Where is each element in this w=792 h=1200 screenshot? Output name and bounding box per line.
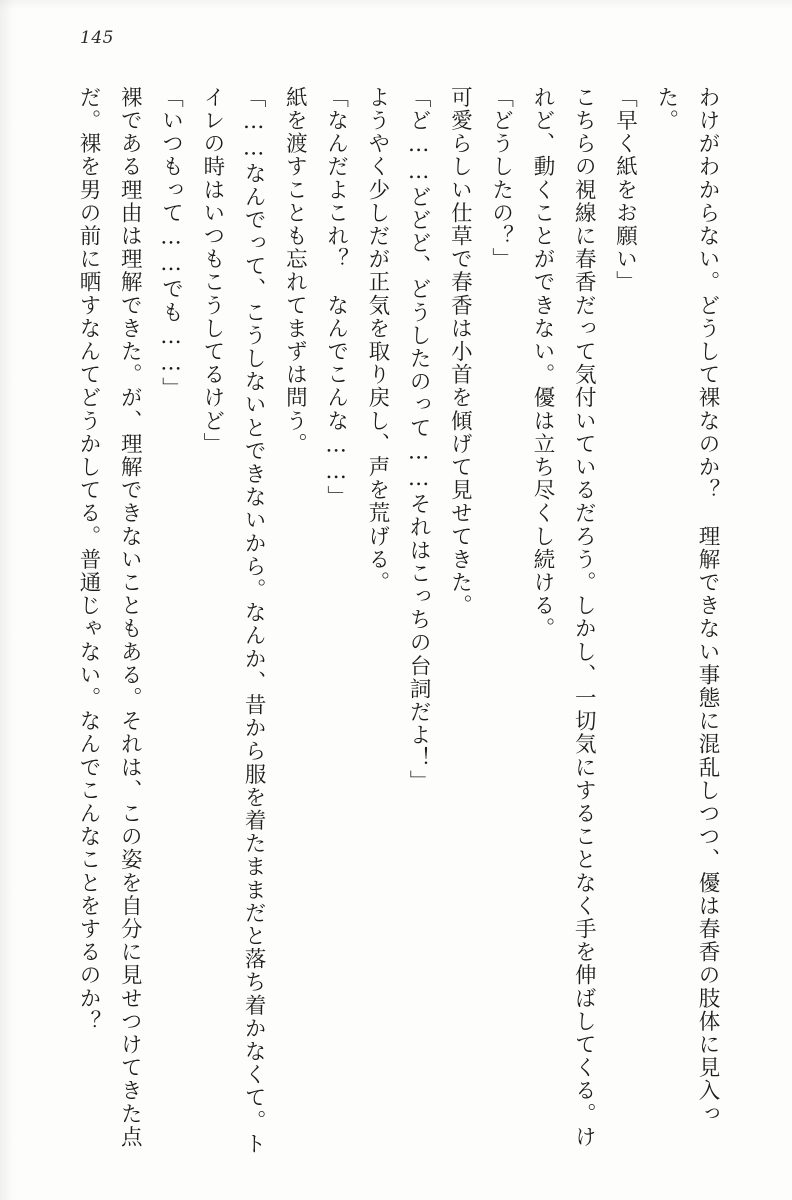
paragraph: 「早く紙をお願い」 — [612, 86, 638, 294]
paragraph: 「なんだよこれ？ なんでこんな……」 — [323, 86, 349, 509]
page-body-text — [56, 86, 728, 1156]
paragraph: 「どうしたの？」 — [488, 86, 514, 271]
page-number: 145 — [80, 28, 114, 48]
paragraph: 裸である理由は理解できた。が、理解できないこともある。それは、この姿を自分に見せつけてきた点だ。裸を男の前に晒すなんてどうかしてる。普通じゃない。なんでこんなことをするのか？ — [76, 86, 143, 1149]
paragraph: 「……なんでって、こうしないとできないから。なんか、昔から服を着たままだと落ち着かなくて。トイレの時はいつもこうしてるけど」 — [199, 86, 267, 1156]
paragraph: わけがわからない。どうして裸なのか？ 理解できない事態に混乱しつつ、優は春香の肢体に見入った。 — [653, 86, 720, 1126]
paragraph: ようやく少しだが正気を取り戻し、声を荒げる。 — [364, 86, 390, 595]
paragraph: 可愛らしい仕草で春香は小首を傾げて見せてきた。 — [447, 86, 473, 618]
page-left-shadow — [0, 0, 14, 1200]
paragraph: 「いつもって……でも……」 — [158, 86, 184, 401]
page-top-shadow — [0, 0, 792, 10]
paragraph: 紙を渡すことも忘れてまずは問う。 — [282, 86, 308, 456]
paragraph: 「ど……どどど、どうしたのって……それはこっちの台詞だよ！」 — [406, 86, 432, 793]
paragraph: こちらの視線に春香だって気付いているだろう。しかし、一切気にすることなく手を伸ばしてくる。けれど、動くことができない。優は立ち尽くし続ける。 — [529, 86, 597, 1149]
